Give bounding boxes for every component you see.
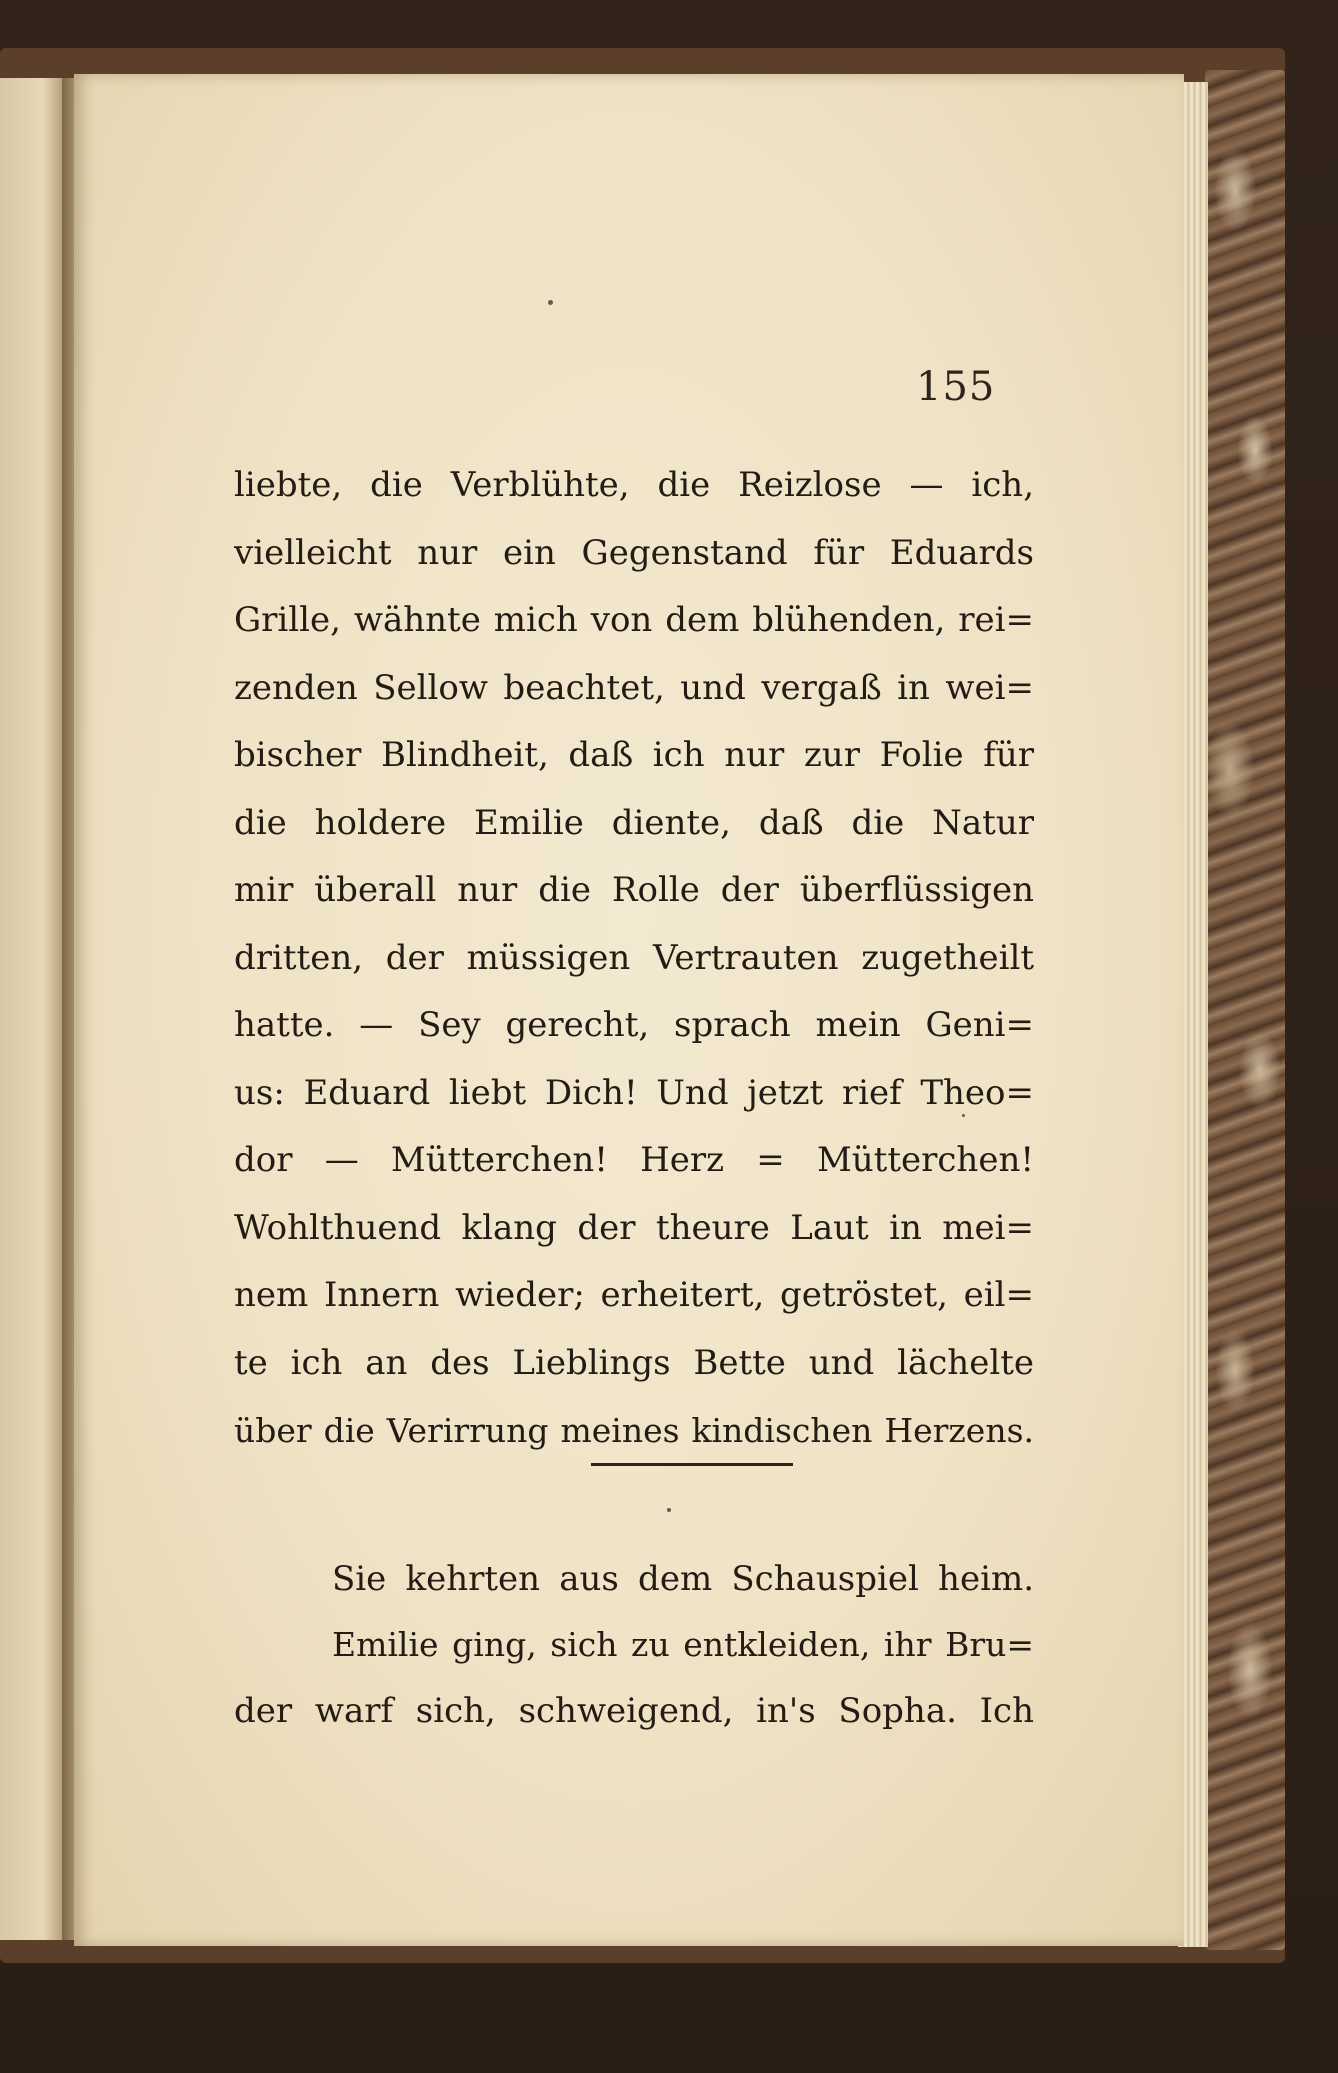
text-line: dor — Mütterchen! Herz = Mütterchen! [234, 1140, 1034, 1180]
text-line: mir überall nur die Rolle der überflüssigen [234, 870, 1034, 910]
text-line: dritten, der müssigen Vertrauten zugetheilt [234, 937, 1034, 978]
section-divider [591, 1463, 793, 1466]
paper-speck [667, 1508, 671, 1512]
paragraph-1 [234, 452, 1034, 1465]
book-gutter [62, 78, 74, 1940]
paragraph-2 [234, 1546, 1034, 1744]
text-line: liebte, die Verblühte, die Reizlose — ich, [234, 465, 1034, 505]
text-line: Sie kehrten aus dem Schauspiel heim. [332, 1559, 1034, 1599]
marbled-cover-edge [1205, 70, 1285, 1950]
text-line: vielleicht nur ein Gegenstand für Eduards [234, 532, 1034, 573]
left-page-edge [0, 78, 62, 1940]
page-number: 155 [916, 364, 996, 410]
text-line: nem Innern wieder; erheitert, getröstet, eil= [234, 1275, 1034, 1315]
text-line: hatte. — Sey gerecht, sprach mein Geni= [234, 1005, 1034, 1045]
text-line: te ich an des Lieblings Bette und lächelte [234, 1342, 1034, 1383]
text-line: die holdere Emilie diente, daß die Natur [234, 802, 1034, 843]
text-line: us: Eduard liebt Dich! Und jetzt rief Theo= [234, 1072, 1034, 1113]
text-line: bischer Blindheit, daß ich nur zur Folie für [234, 735, 1034, 775]
text-line: zenden Sellow beachtet, und vergaß in wei= [234, 667, 1034, 708]
book-page [74, 74, 1184, 1946]
paper-speck [962, 1114, 965, 1117]
text-line: Emilie ging, sich zu entkleiden, ihr Bru= [332, 1625, 1034, 1664]
text-line: Wohlthuend klang der theure Laut in mei= [234, 1207, 1034, 1248]
text-line: über die Verirrung meines kindischen Herzens. [234, 1411, 1034, 1450]
text-line: der warf sich, schweigend, in's Sopha. Ich [234, 1691, 1034, 1731]
paper-speck [548, 300, 553, 305]
text-line: Grille, wähnte mich von dem blühenden, rei= [234, 600, 1034, 640]
